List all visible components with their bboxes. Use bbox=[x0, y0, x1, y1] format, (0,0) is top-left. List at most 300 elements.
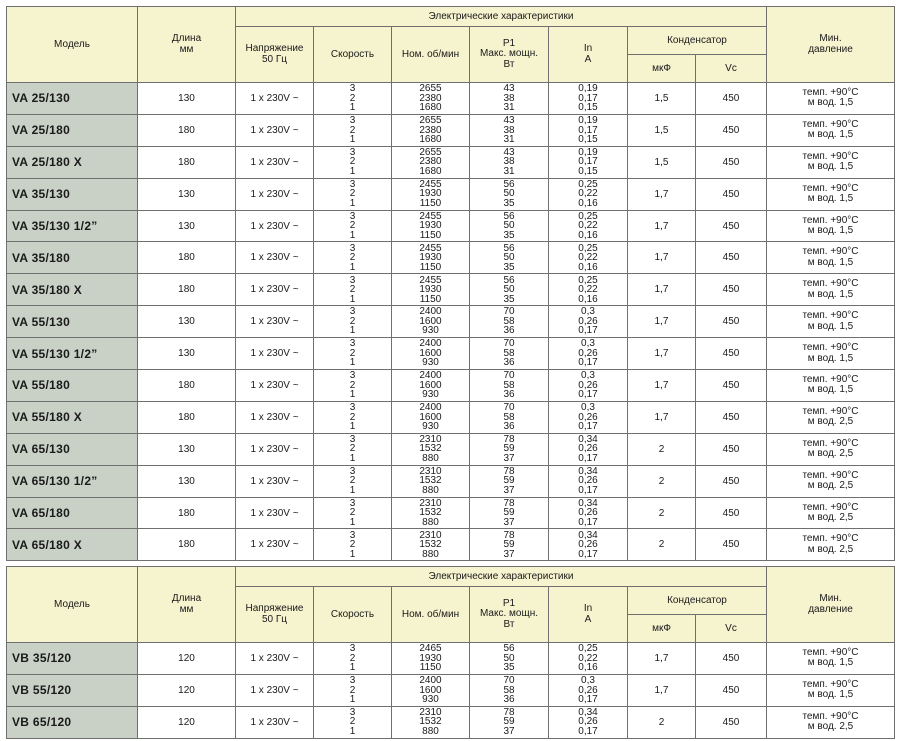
current-line: 0,26 bbox=[578, 684, 598, 696]
speed-values bbox=[314, 674, 392, 706]
column-header-power-line: Вт bbox=[503, 58, 515, 70]
table-row bbox=[7, 274, 895, 306]
column-header-speed: Скорость bbox=[314, 587, 392, 643]
rpm-values bbox=[392, 529, 470, 561]
rpm-values bbox=[392, 643, 470, 675]
power-line: 36 bbox=[503, 325, 515, 337]
pressure-line: темп. +90°C bbox=[802, 182, 859, 194]
power-line: 35 bbox=[503, 662, 515, 674]
rpm-line: 1930 bbox=[419, 220, 442, 232]
rpm-stack bbox=[392, 307, 469, 336]
rpm-stack bbox=[392, 276, 469, 305]
speed-stack bbox=[314, 84, 391, 113]
pressure-line: темп. +90°C bbox=[802, 246, 859, 258]
table-row bbox=[7, 433, 895, 465]
power-line: 35 bbox=[503, 229, 515, 241]
pressure-line: м вод. 2,5 bbox=[807, 448, 854, 460]
rpm-values bbox=[392, 674, 470, 706]
length-value: 180 bbox=[138, 401, 236, 433]
pressure-stack bbox=[767, 184, 894, 205]
speed-line: 2 bbox=[349, 652, 356, 664]
power-values bbox=[470, 433, 549, 465]
current-line: 0,22 bbox=[578, 252, 598, 264]
power-line: 43 bbox=[503, 115, 515, 127]
current-line: 0,26 bbox=[578, 443, 598, 455]
rpm-values bbox=[392, 242, 470, 274]
speed-stack bbox=[314, 307, 391, 336]
column-header-min-pressure-line: Мин. bbox=[819, 33, 842, 44]
current-line: 0,3 bbox=[581, 370, 595, 382]
capacitor-uf-value: 2 bbox=[628, 706, 696, 738]
capacitor-uf-value: 1,7 bbox=[628, 401, 696, 433]
speed-stack bbox=[314, 276, 391, 305]
speed-line: 3 bbox=[349, 465, 356, 477]
speed-values bbox=[314, 706, 392, 738]
current-values bbox=[549, 242, 628, 274]
current-line: 0,34 bbox=[578, 497, 598, 509]
rpm-line: 1532 bbox=[419, 716, 442, 728]
rpm-line: 1532 bbox=[419, 475, 442, 487]
power-stack bbox=[470, 148, 548, 177]
column-header-power-line: P1 bbox=[502, 597, 516, 609]
power-line: 35 bbox=[503, 293, 515, 305]
speed-line: 3 bbox=[349, 529, 356, 541]
speed-values bbox=[314, 178, 392, 210]
current-line: 0,34 bbox=[578, 465, 598, 477]
current-line: 0,16 bbox=[578, 293, 598, 305]
capacitor-uf-value: 1,7 bbox=[628, 306, 696, 338]
speed-line: 2 bbox=[349, 92, 356, 104]
pressure-stack bbox=[767, 712, 894, 733]
column-header-power-stack bbox=[470, 39, 548, 71]
current-values bbox=[549, 529, 628, 561]
rpm-values bbox=[392, 465, 470, 497]
length-value: 120 bbox=[138, 674, 236, 706]
power-values bbox=[470, 210, 549, 242]
capacitor-uf-value: 1,7 bbox=[628, 370, 696, 402]
pressure-stack bbox=[767, 120, 894, 141]
speed-line: 3 bbox=[349, 178, 356, 190]
speed-line: 3 bbox=[349, 115, 356, 127]
current-line: 0,25 bbox=[578, 210, 598, 222]
speed-line: 2 bbox=[349, 347, 356, 359]
pressure-line: м вод. 1,5 bbox=[807, 352, 854, 364]
table-row bbox=[7, 529, 895, 561]
power-line: 35 bbox=[503, 197, 515, 209]
current-stack bbox=[549, 371, 627, 400]
min-pressure-value bbox=[767, 433, 895, 465]
capacitor-vc-value: 450 bbox=[696, 497, 767, 529]
capacitor-vc-value: 450 bbox=[696, 242, 767, 274]
pressure-stack bbox=[767, 680, 894, 701]
column-header-current bbox=[549, 27, 628, 83]
rpm-stack bbox=[392, 531, 469, 560]
column-header-vc: Vc bbox=[696, 615, 767, 643]
power-line: 59 bbox=[503, 539, 515, 551]
rpm-line: 1680 bbox=[419, 102, 442, 114]
current-values bbox=[549, 370, 628, 402]
current-line: 0,3 bbox=[581, 306, 595, 318]
power-stack bbox=[470, 116, 548, 145]
power-line: 59 bbox=[503, 507, 515, 519]
current-line: 0,34 bbox=[578, 433, 598, 445]
speed-line: 1 bbox=[349, 102, 356, 114]
table-row bbox=[7, 306, 895, 338]
power-line: 31 bbox=[503, 102, 515, 114]
model-name: VA 65/180 X bbox=[7, 529, 138, 561]
rpm-line: 1930 bbox=[419, 252, 442, 264]
voltage-value: 1 x 230V ~ bbox=[236, 210, 314, 242]
current-values bbox=[549, 146, 628, 178]
current-stack bbox=[549, 708, 627, 737]
current-stack bbox=[549, 403, 627, 432]
pressure-line: м вод. 1,5 bbox=[807, 225, 854, 236]
column-header-power-line: Вт bbox=[503, 618, 515, 630]
speed-stack bbox=[314, 708, 391, 737]
power-values bbox=[470, 274, 549, 306]
speed-stack bbox=[314, 676, 391, 705]
model-name: VA 65/130 bbox=[7, 433, 138, 465]
power-stack bbox=[470, 708, 548, 737]
rpm-values bbox=[392, 401, 470, 433]
capacitor-vc-value: 450 bbox=[696, 401, 767, 433]
speed-values bbox=[314, 433, 392, 465]
voltage-value: 1 x 230V ~ bbox=[236, 274, 314, 306]
voltage-value: 1 x 230V ~ bbox=[236, 465, 314, 497]
rpm-line: 930 bbox=[422, 694, 439, 706]
min-pressure-value bbox=[767, 338, 895, 370]
capacitor-vc-value: 450 bbox=[696, 529, 767, 561]
min-pressure-value bbox=[767, 146, 895, 178]
table-body bbox=[7, 643, 895, 739]
pressure-line: темп. +90°C bbox=[802, 118, 859, 130]
column-header-power-line: Макс. мощн. bbox=[479, 608, 538, 620]
speed-stack bbox=[314, 244, 391, 273]
power-line: 43 bbox=[503, 146, 515, 158]
pressure-line: м вод. 2,5 bbox=[807, 512, 854, 524]
power-line: 50 bbox=[503, 188, 515, 200]
speed-line: 2 bbox=[349, 443, 356, 455]
power-values bbox=[470, 674, 549, 706]
power-line: 58 bbox=[503, 347, 515, 359]
current-stack bbox=[549, 84, 627, 113]
column-header-capacitor: Конденсатор bbox=[628, 27, 767, 55]
pressure-stack bbox=[767, 343, 894, 364]
speed-line: 3 bbox=[349, 433, 356, 445]
power-line: 31 bbox=[503, 134, 515, 146]
current-line: 0,25 bbox=[578, 242, 598, 254]
power-stack bbox=[470, 499, 548, 528]
table-row bbox=[7, 370, 895, 402]
column-header-length-line: Длина bbox=[171, 593, 202, 604]
column-header-length-line: мм bbox=[179, 43, 194, 55]
speed-stack bbox=[314, 180, 391, 209]
min-pressure-value bbox=[767, 643, 895, 675]
power-line: 36 bbox=[503, 694, 515, 706]
column-header-rpm: Ном. об/мин bbox=[392, 27, 470, 83]
speed-values bbox=[314, 370, 392, 402]
voltage-value: 1 x 230V ~ bbox=[236, 497, 314, 529]
capacitor-vc-value: 450 bbox=[696, 274, 767, 306]
length-value: 120 bbox=[138, 643, 236, 675]
speed-line: 1 bbox=[349, 293, 356, 305]
speed-values bbox=[314, 210, 392, 242]
capacitor-vc-value: 450 bbox=[696, 643, 767, 675]
rpm-values bbox=[392, 146, 470, 178]
speed-stack bbox=[314, 339, 391, 368]
current-line: 0,3 bbox=[581, 675, 595, 687]
speed-line: 3 bbox=[349, 706, 356, 718]
min-pressure-value bbox=[767, 114, 895, 146]
power-values bbox=[470, 83, 549, 115]
column-header-voltage-line: 50 Гц bbox=[261, 613, 288, 625]
power-values bbox=[470, 643, 549, 675]
speed-values bbox=[314, 497, 392, 529]
capacitor-uf-value: 1,5 bbox=[628, 114, 696, 146]
power-line: 50 bbox=[503, 652, 515, 664]
column-header-power-stack bbox=[470, 599, 548, 631]
voltage-value: 1 x 230V ~ bbox=[236, 306, 314, 338]
rpm-values bbox=[392, 370, 470, 402]
voltage-value: 1 x 230V ~ bbox=[236, 674, 314, 706]
column-header-voltage-stack bbox=[236, 604, 313, 625]
rpm-values bbox=[392, 114, 470, 146]
length-value: 130 bbox=[138, 178, 236, 210]
speed-line: 1 bbox=[349, 516, 356, 528]
column-header-min-pressure-stack bbox=[767, 34, 894, 55]
power-line: 56 bbox=[503, 643, 515, 655]
pressure-stack bbox=[767, 216, 894, 237]
column-header-model: Модель bbox=[7, 7, 138, 83]
capacitor-vc-value: 450 bbox=[696, 178, 767, 210]
power-line: 35 bbox=[503, 261, 515, 273]
rpm-line: 1600 bbox=[419, 379, 442, 391]
column-header-min-pressure-line: давление bbox=[808, 603, 853, 615]
min-pressure-value bbox=[767, 83, 895, 115]
voltage-value: 1 x 230V ~ bbox=[236, 242, 314, 274]
current-stack bbox=[549, 531, 627, 560]
current-line: 0,19 bbox=[578, 83, 598, 95]
pressure-line: м вод. 2,5 bbox=[807, 416, 854, 428]
rpm-stack bbox=[392, 644, 469, 673]
power-stack bbox=[470, 84, 548, 113]
pressure-stack bbox=[767, 375, 894, 396]
pressure-line: темп. +90°C bbox=[802, 678, 859, 690]
speed-stack bbox=[314, 644, 391, 673]
power-line: 70 bbox=[503, 306, 515, 318]
model-name: VA 25/180 bbox=[7, 114, 138, 146]
rpm-line: 2655 bbox=[419, 83, 442, 95]
speed-stack bbox=[314, 148, 391, 177]
speed-line: 1 bbox=[349, 229, 356, 241]
column-header-length-stack bbox=[138, 594, 235, 615]
model-name: VA 25/130 bbox=[7, 83, 138, 115]
capacitor-vc-value: 450 bbox=[696, 146, 767, 178]
speed-line: 1 bbox=[349, 421, 356, 433]
rpm-line: 930 bbox=[422, 389, 439, 401]
voltage-value: 1 x 230V ~ bbox=[236, 370, 314, 402]
rpm-line: 1680 bbox=[419, 134, 442, 146]
min-pressure-value bbox=[767, 306, 895, 338]
voltage-value: 1 x 230V ~ bbox=[236, 83, 314, 115]
rpm-line: 2310 bbox=[419, 465, 442, 477]
rpm-line: 1532 bbox=[419, 539, 442, 551]
pressure-line: м вод. 1,5 bbox=[807, 256, 854, 268]
length-value: 180 bbox=[138, 529, 236, 561]
speed-values bbox=[314, 465, 392, 497]
pressure-line: м вод. 1,5 bbox=[807, 689, 854, 701]
rpm-line: 930 bbox=[422, 357, 439, 369]
speed-line: 1 bbox=[349, 357, 356, 369]
rpm-line: 930 bbox=[422, 325, 439, 337]
speed-line: 2 bbox=[349, 220, 356, 232]
rpm-line: 1150 bbox=[419, 662, 442, 674]
current-line: 0,15 bbox=[578, 102, 598, 114]
speed-line: 2 bbox=[349, 475, 356, 487]
current-stack bbox=[549, 148, 627, 177]
pressure-line: м вод. 1,5 bbox=[807, 97, 854, 109]
speed-line: 1 bbox=[349, 484, 356, 496]
column-header-voltage-stack bbox=[236, 44, 313, 65]
column-header-current bbox=[549, 587, 628, 643]
table-header bbox=[7, 7, 895, 83]
power-line: 59 bbox=[503, 443, 515, 455]
capacitor-uf-value: 1,5 bbox=[628, 83, 696, 115]
speed-line: 3 bbox=[349, 402, 356, 414]
speed-line: 3 bbox=[349, 274, 356, 286]
power-values bbox=[470, 497, 549, 529]
length-value: 180 bbox=[138, 146, 236, 178]
power-values bbox=[470, 529, 549, 561]
current-line: 0,19 bbox=[578, 115, 598, 127]
speed-line: 3 bbox=[349, 675, 356, 687]
pressure-line: м вод. 2,5 bbox=[807, 721, 854, 733]
current-line: 0,16 bbox=[578, 197, 598, 209]
rpm-stack bbox=[392, 339, 469, 368]
rpm-line: 2400 bbox=[419, 338, 442, 350]
current-line: 0,17 bbox=[578, 452, 598, 464]
power-line: 58 bbox=[503, 379, 515, 391]
pressure-stack bbox=[767, 152, 894, 173]
power-line: 70 bbox=[503, 402, 515, 414]
rpm-line: 1930 bbox=[419, 652, 442, 664]
model-name: VA 35/180 X bbox=[7, 274, 138, 306]
current-line: 0,22 bbox=[578, 220, 598, 232]
length-value: 180 bbox=[138, 497, 236, 529]
current-line: 0,16 bbox=[578, 662, 598, 674]
speed-stack bbox=[314, 403, 391, 432]
speed-line: 3 bbox=[349, 210, 356, 222]
pump-spec-table-va bbox=[6, 6, 895, 561]
rpm-stack bbox=[392, 84, 469, 113]
current-line: 0,26 bbox=[578, 347, 598, 359]
min-pressure-value bbox=[767, 401, 895, 433]
voltage-value: 1 x 230V ~ bbox=[236, 433, 314, 465]
power-line: 31 bbox=[503, 165, 515, 177]
rpm-line: 1930 bbox=[419, 284, 442, 296]
power-line: 56 bbox=[503, 274, 515, 286]
rpm-line: 2380 bbox=[419, 124, 442, 136]
power-stack bbox=[470, 212, 548, 241]
power-line: 37 bbox=[503, 484, 515, 496]
rpm-stack bbox=[392, 212, 469, 241]
speed-line: 1 bbox=[349, 548, 356, 560]
column-header-power-line: Макс. мощн. bbox=[479, 48, 538, 60]
column-header-min-pressure bbox=[767, 7, 895, 83]
column-header-length-stack bbox=[138, 34, 235, 55]
current-line: 0,26 bbox=[578, 507, 598, 519]
rpm-values bbox=[392, 497, 470, 529]
current-line: 0,19 bbox=[578, 146, 598, 158]
current-line: 0,17 bbox=[578, 357, 598, 369]
power-line: 70 bbox=[503, 338, 515, 350]
power-line: 43 bbox=[503, 83, 515, 95]
rpm-line: 1532 bbox=[419, 507, 442, 519]
speed-stack bbox=[314, 371, 391, 400]
capacitor-vc-value: 450 bbox=[696, 706, 767, 738]
rpm-line: 2380 bbox=[419, 156, 442, 168]
capacitor-vc-value: 450 bbox=[696, 306, 767, 338]
header-row-top bbox=[7, 567, 895, 587]
pressure-line: м вод. 2,5 bbox=[807, 480, 854, 492]
current-line: 0,25 bbox=[578, 643, 598, 655]
speed-values bbox=[314, 242, 392, 274]
pressure-line: м вод. 1,5 bbox=[807, 161, 854, 173]
rpm-stack bbox=[392, 708, 469, 737]
speed-stack bbox=[314, 435, 391, 464]
speed-line: 2 bbox=[349, 124, 356, 136]
rpm-line: 930 bbox=[422, 421, 439, 433]
column-header-electrical: Электрические характеристики bbox=[236, 567, 767, 587]
column-header-length bbox=[138, 7, 236, 83]
speed-values bbox=[314, 529, 392, 561]
current-stack bbox=[549, 212, 627, 241]
current-values bbox=[549, 465, 628, 497]
model-name: VA 35/130 1/2” bbox=[7, 210, 138, 242]
rpm-values bbox=[392, 274, 470, 306]
speed-line: 2 bbox=[349, 156, 356, 168]
pressure-stack bbox=[767, 648, 894, 669]
rpm-stack bbox=[392, 244, 469, 273]
column-header-voltage-line: Напряжение bbox=[245, 43, 304, 54]
current-values bbox=[549, 433, 628, 465]
power-line: 59 bbox=[503, 716, 515, 728]
power-values bbox=[470, 178, 549, 210]
rpm-line: 1930 bbox=[419, 188, 442, 200]
speed-line: 2 bbox=[349, 188, 356, 200]
power-stack bbox=[470, 339, 548, 368]
current-stack bbox=[549, 244, 627, 273]
capacitor-uf-value: 2 bbox=[628, 433, 696, 465]
speed-line: 1 bbox=[349, 134, 356, 146]
speed-stack bbox=[314, 499, 391, 528]
column-header-power bbox=[470, 587, 549, 643]
min-pressure-value bbox=[767, 674, 895, 706]
speed-line: 1 bbox=[349, 325, 356, 337]
speed-values bbox=[314, 114, 392, 146]
model-name: VA 65/180 bbox=[7, 497, 138, 529]
column-header-min-pressure-stack bbox=[767, 594, 894, 615]
voltage-value: 1 x 230V ~ bbox=[236, 114, 314, 146]
speed-line: 1 bbox=[349, 165, 356, 177]
power-line: 38 bbox=[503, 92, 515, 104]
table-row bbox=[7, 643, 895, 675]
speed-line: 3 bbox=[349, 306, 356, 318]
capacitor-uf-value: 2 bbox=[628, 497, 696, 529]
pressure-line: темп. +90°C bbox=[802, 646, 859, 658]
table-row bbox=[7, 401, 895, 433]
current-line: 0,25 bbox=[578, 178, 598, 190]
